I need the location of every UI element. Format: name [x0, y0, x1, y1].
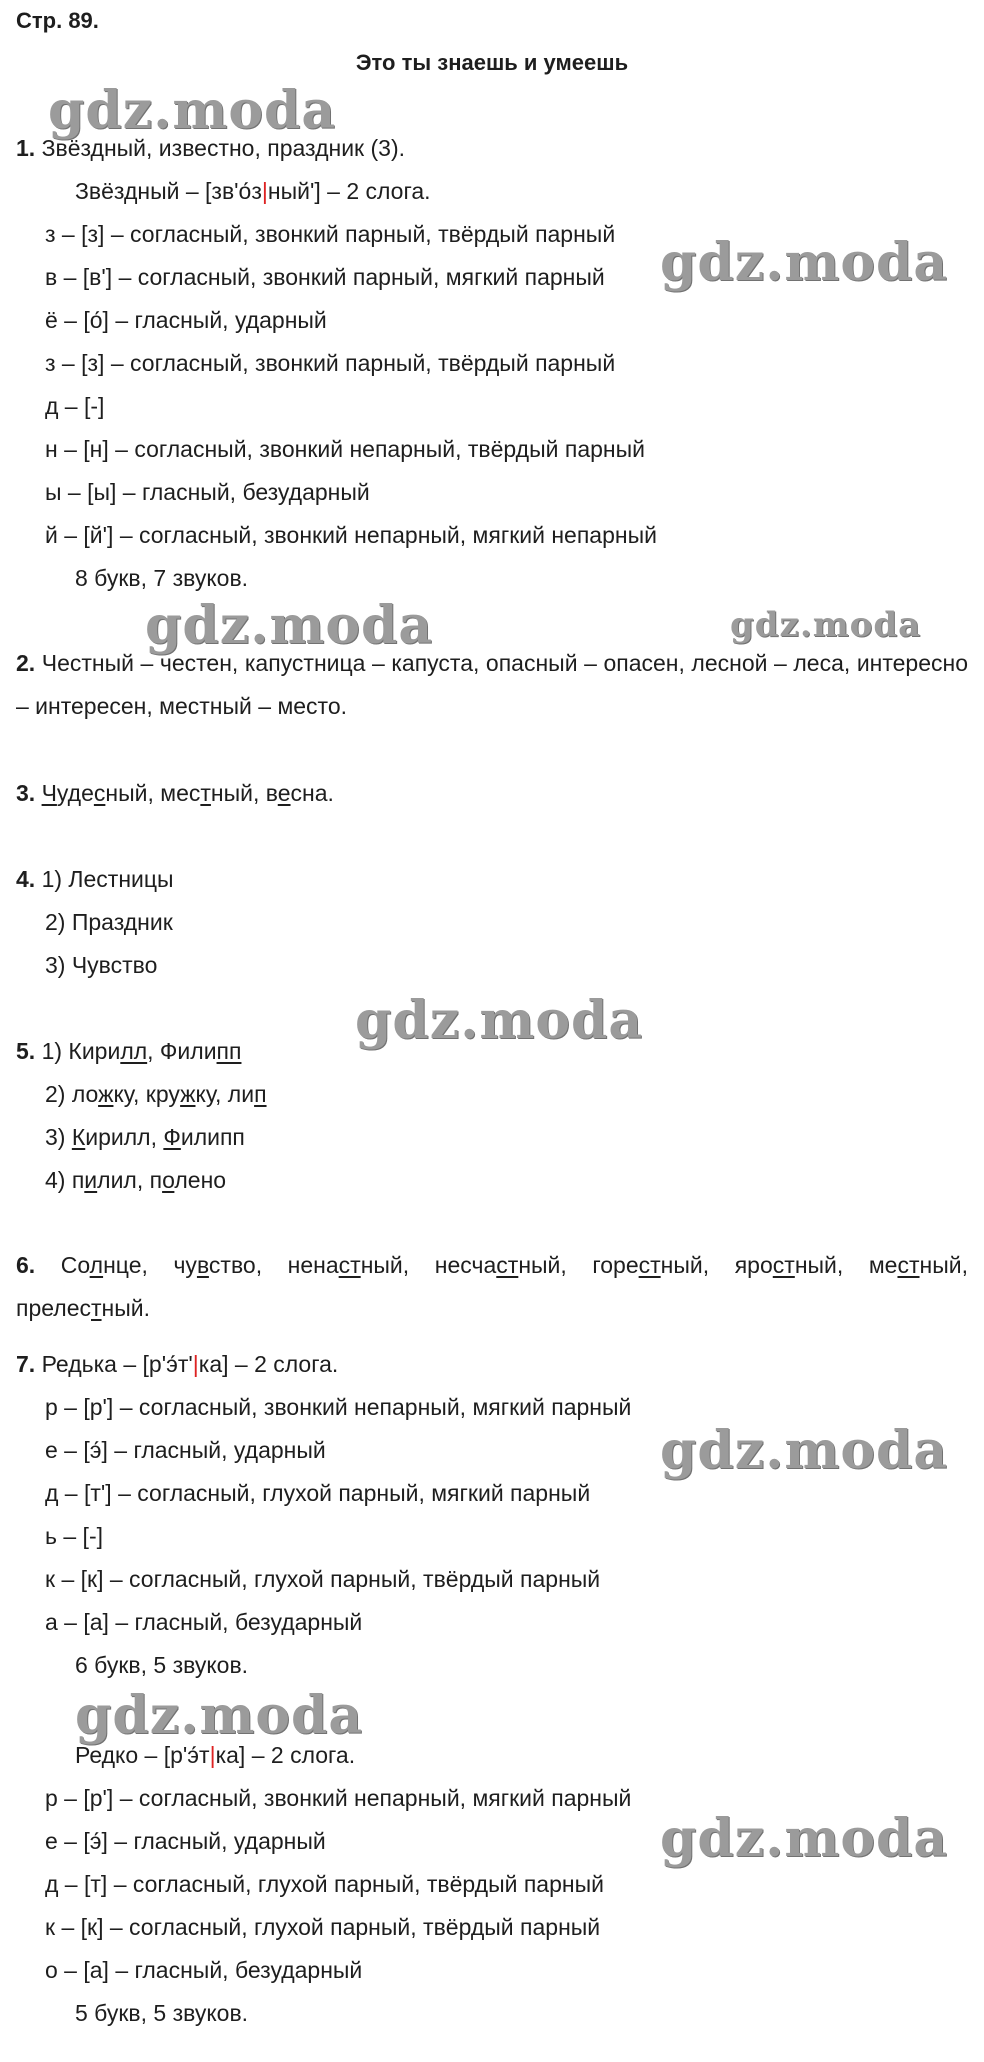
underlined-letter: в — [196, 1252, 209, 1278]
sound-row: ы – [ы] – гласный, безударный — [45, 479, 370, 505]
underlined-letter: ж — [98, 1081, 114, 1107]
transcription-end: ный'] – 2 слога. — [267, 178, 431, 204]
section-title: Это ты знаешь и умеешь — [355, 50, 629, 75]
underlined-letters: лл — [120, 1038, 148, 1064]
task1-summary: 8 букв, 7 звуков. — [75, 565, 249, 591]
word-part: ку, ли — [195, 1081, 255, 1107]
sound-row: о – [а] – гласный, безударный — [45, 1957, 363, 1983]
word-part: ный, — [210, 780, 266, 806]
word-part: лено — [174, 1167, 227, 1193]
task1-transcription — [75, 176, 431, 206]
task2-paragraph — [16, 642, 968, 728]
underlined-letter: с — [93, 780, 106, 806]
word-part: ный, — [794, 1252, 844, 1278]
word-part: ирилл, — [85, 1124, 164, 1150]
task5-line-1 — [16, 1036, 241, 1066]
sound-row: д – [т] – согласный, глухой парный, твёрдый парный — [45, 1871, 604, 1897]
task5-line-3 — [45, 1122, 245, 1152]
task7-heading — [16, 1349, 338, 1379]
underlined-letter: ж — [180, 1081, 196, 1107]
word-part: горе — [592, 1252, 639, 1278]
underlined-letter: и — [84, 1167, 98, 1193]
word-part: 3) — [45, 1124, 72, 1150]
watermark: gdz.moda — [75, 1685, 364, 1746]
task5-line-4 — [45, 1165, 226, 1195]
syllable-divider: | — [261, 178, 268, 204]
underlined-letter: о — [162, 1167, 175, 1193]
word-part: ный, — [105, 780, 161, 806]
watermark: gdz.moda — [145, 595, 434, 656]
task-number: 4. — [16, 866, 36, 892]
task1-words: Звёздный, известно, праздник (3). — [41, 135, 405, 161]
sound-row: ё – [о́] – гласный, ударный — [45, 307, 327, 333]
watermark: gdz.moda — [660, 1420, 949, 1481]
task2-text: Честный – честен, капустница – капуста, опасный – опасен, лесной – леса, интересно – интересен, местный – место. — [16, 650, 969, 719]
task4-line-1 — [16, 864, 174, 894]
transcription-start: Редька – [р'э́т' — [41, 1351, 193, 1377]
sound-row: ь – [-] — [45, 1523, 103, 1549]
word-part: ный, — [518, 1252, 567, 1278]
task4-item: 2) Праздник — [45, 909, 173, 935]
word-part: ный, — [660, 1252, 710, 1278]
sound-row: д – [т'] – согласный, глухой парный, мягкий парный — [45, 1480, 591, 1506]
sound-row: з – [з] – согласный, звонкий парный, твёрдый парный — [45, 221, 616, 247]
sound-row: з – [з] – согласный, звонкий парный, твёрдый парный — [45, 350, 616, 376]
task7-transcription-2 — [75, 1740, 355, 1770]
task-number: 6. — [16, 1252, 36, 1278]
word-part: ный, — [360, 1252, 410, 1278]
word-part: , Фили — [147, 1038, 217, 1064]
word-part: 2) ло — [45, 1081, 99, 1107]
task6-paragraph — [16, 1244, 968, 1330]
task-number: 3. — [16, 780, 36, 806]
task7-summary: 5 букв, 5 звуков. — [75, 2000, 249, 2026]
word-part: чу — [173, 1252, 197, 1278]
word-part: уде — [56, 780, 94, 806]
sound-row: к – [к] – согласный, глухой парный, твёрдый парный — [45, 1914, 601, 1940]
word-part: сна. — [290, 780, 334, 806]
sound-row: д – [-] — [45, 393, 105, 419]
watermark: gdz.moda — [730, 605, 922, 645]
word-part: нце, — [103, 1252, 148, 1278]
sound-row: н – [н] – согласный, звонкий непарный, твёрдый парный — [45, 436, 645, 462]
word-part: ство, — [208, 1252, 263, 1278]
task1-heading — [16, 133, 405, 163]
underlined-letter: ст — [338, 1252, 361, 1278]
underlined-letter: Ф — [163, 1124, 181, 1150]
sound-row: е – [э́] – гласный, ударный — [45, 1437, 326, 1463]
sound-row: в – [в'] – согласный, звонкий парный, мягкий парный — [45, 264, 605, 290]
word-part: ку, кру — [113, 1081, 181, 1107]
underlined-letter: п — [254, 1081, 267, 1107]
word-part: яро — [734, 1252, 773, 1278]
word-part: илипп — [180, 1124, 245, 1150]
watermark: gdz.moda — [660, 232, 949, 293]
watermark: gdz.moda — [660, 1808, 949, 1869]
sound-row: й – [й'] – согласный, звонкий непарный, мягкий непарный — [45, 522, 657, 548]
transcription-start: Звёздный – [зв'о́з — [75, 178, 262, 204]
task-number: 1. — [16, 135, 36, 161]
task3-line — [16, 778, 334, 808]
word-part: нена — [287, 1252, 339, 1278]
word-part: 1) Кири — [41, 1038, 121, 1064]
underlined-letter: т — [200, 780, 211, 806]
word-part: прелес — [16, 1295, 91, 1321]
task7-summary: 6 букв, 5 звуков. — [75, 1652, 249, 1678]
word-part: Со — [60, 1252, 90, 1278]
transcription-start: Редко – [р'э́т — [75, 1742, 210, 1768]
word-part: в — [265, 780, 278, 806]
task-number: 2. — [16, 650, 36, 676]
underlined-letter: ст — [897, 1252, 920, 1278]
watermark: gdz.moda — [48, 80, 337, 141]
task5-line-2 — [45, 1079, 267, 1109]
sound-row: р – [р'] – согласный, звонкий непарный, мягкий парный — [45, 1785, 632, 1811]
sound-row: р – [р'] – согласный, звонкий непарный, мягкий парный — [45, 1394, 632, 1420]
task4-item: 3) Чувство — [45, 952, 158, 978]
underlined-letter: К — [71, 1124, 86, 1150]
underlined-letter: ст — [772, 1252, 795, 1278]
underlined-letter: т — [91, 1295, 102, 1321]
underlined-letter: ст — [496, 1252, 519, 1278]
underlined-letters: пп — [216, 1038, 242, 1064]
word-part: ме — [868, 1252, 898, 1278]
underlined-letter: ст — [638, 1252, 661, 1278]
task-number: 7. — [16, 1351, 36, 1377]
transcription-end: ка] – 2 слога. — [215, 1742, 356, 1768]
sound-row: е – [э́] – гласный, ударный — [45, 1828, 326, 1854]
transcription-end: ка] – 2 слога. — [198, 1351, 339, 1377]
word-part: мес — [160, 780, 201, 806]
syllable-divider: | — [209, 1742, 216, 1768]
underlined-letter: л — [89, 1252, 104, 1278]
syllable-divider: | — [192, 1351, 199, 1377]
watermark: gdz.moda — [355, 990, 644, 1051]
sound-row: к – [к] – согласный, глухой парный, твёрдый парный — [45, 1566, 601, 1592]
word-part: лил, п — [97, 1167, 163, 1193]
task4-item: 1) Лестницы — [41, 866, 174, 892]
underlined-letter: е — [277, 780, 291, 806]
word-part: ный. — [101, 1295, 151, 1321]
task-number: 5. — [16, 1038, 36, 1064]
page-header: Стр. 89. — [16, 8, 99, 33]
word-part: несча — [434, 1252, 497, 1278]
underlined-letter: Ч — [41, 780, 57, 806]
sound-row: а – [а] – гласный, безударный — [45, 1609, 363, 1635]
word-part: ный, — [919, 1252, 968, 1278]
word-part: 4) п — [45, 1167, 85, 1193]
